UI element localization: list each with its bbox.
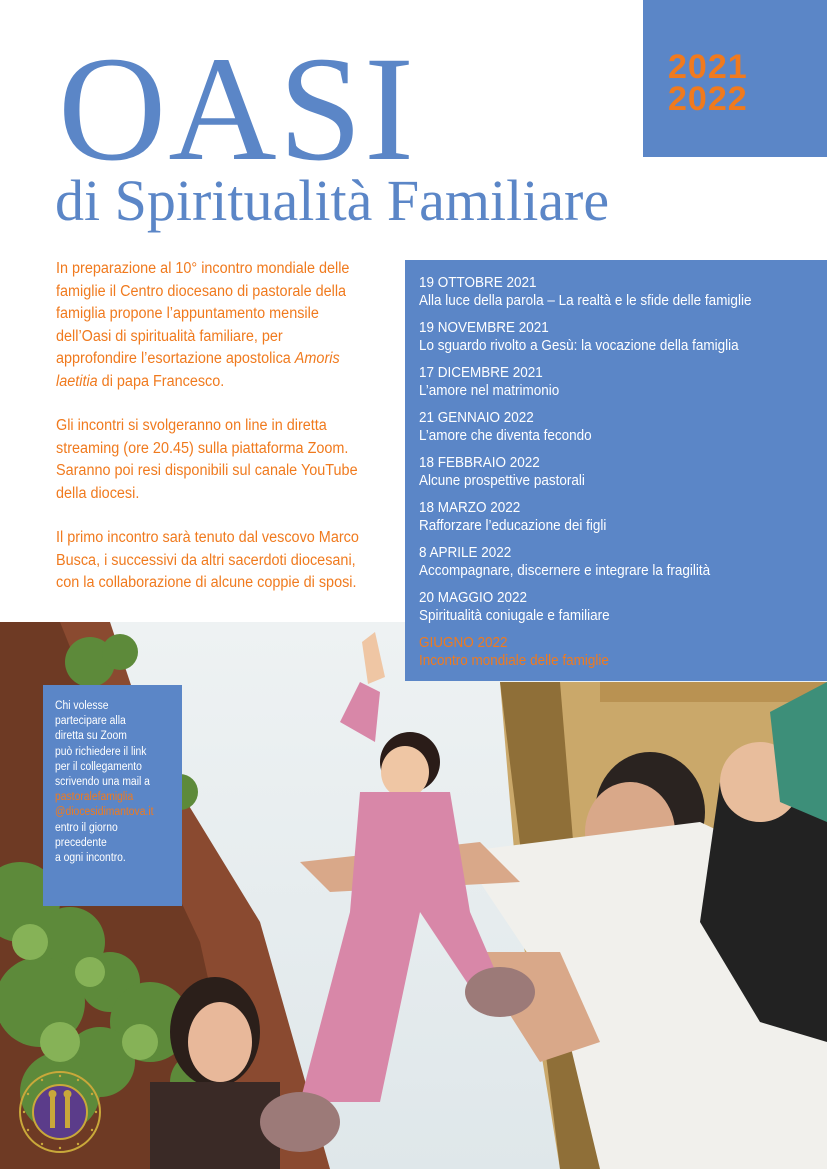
year-end: 2022: [668, 80, 748, 118]
schedule-item: [419, 409, 784, 445]
schedule-item: [419, 499, 784, 535]
event-title: L’amore nel matrimonio: [419, 382, 560, 399]
intro-paragraph-3: Il primo incontro sarà tenuto dal vescovo Marco Busca, i successivi da altri sacerdoti diocesani, con la collaborazione di alcune coppie di sposi.: [56, 529, 359, 591]
event-title: L’amore che diventa fecondo: [419, 427, 592, 444]
year-badge: [643, 0, 827, 157]
intro-paragraph-2: Gli incontri si svolgeranno on line in diretta streaming (ore 20.45) sulla piattaforma Zoom. Saranno poi resi disponibili sul canale YouTube della diocesi.: [56, 417, 358, 502]
event-title: Alla luce della parola – La realtà e le sfide delle famiglie: [419, 292, 752, 309]
schedule-item: [419, 454, 784, 490]
zoom-info-text: Chi volesse partecipare alla diretta su Zoom può richiedere il link per il collegamento scrivendo una mail a pastoralefamiglia @diocesidimantova.it entro il giorno precedente a ogni incontro.: [55, 699, 172, 866]
event-date: 18 FEBBRAIO 2022: [419, 454, 540, 471]
schedule-item: [419, 589, 784, 625]
event-title: Lo sguardo rivolto a Gesù: la vocazione della famiglia: [419, 337, 739, 354]
schedule-item: [419, 544, 784, 580]
event-date: GIUGNO 2022: [419, 634, 508, 651]
schedule-item: [419, 274, 784, 310]
event-title: Alcune prospettive pastorali: [419, 472, 585, 489]
diocese-seal-logo: [18, 1070, 102, 1154]
document-title: Amoris laetitia: [56, 350, 340, 390]
event-title: Accompagnare, discernere e integrare la fragilità: [419, 562, 711, 579]
event-title: Incontro mondiale delle famiglie: [419, 652, 609, 669]
event-date: 18 MARZO 2022: [419, 499, 521, 516]
intro-paragraph-1: In preparazione al 10° incontro mondiale delle famiglie il Centro diocesano di pastorale della famiglia propone l’appuntamento mensile dell’Oasi di spiritualità familiare, per approfondire l’esortazione apostolica Amoris laetitia di papa Francesco.: [56, 260, 350, 390]
event-date: 19 OTTOBRE 2021: [419, 274, 537, 291]
event-title: Spiritualità coniugale e familiare: [419, 607, 610, 624]
schedule-item: [419, 319, 784, 355]
event-date: 17 DICEMBRE 2021: [419, 364, 543, 381]
schedule-item-highlight: [419, 634, 784, 670]
event-date: 8 APRILE 2022: [419, 544, 512, 561]
email-link[interactable]: pastoralefamiglia: [55, 791, 134, 804]
schedule-item: [419, 364, 784, 400]
page-title: OASI: [58, 26, 417, 192]
event-date: 19 NOVEMBRE 2021: [419, 319, 549, 336]
year-start: 2021: [668, 48, 748, 86]
intro-text: [56, 258, 363, 617]
event-date: 20 MAGGIO 2022: [419, 589, 528, 606]
event-date: 21 GENNAIO 2022: [419, 409, 534, 426]
zoom-info-box: [43, 685, 182, 906]
email-link[interactable]: @diocesidimantova.it: [55, 806, 154, 819]
event-title: Rafforzare l’educazione dei figli: [419, 517, 607, 534]
schedule-panel: [405, 260, 827, 681]
page-subtitle: di Spiritualità Familiare: [55, 168, 610, 233]
